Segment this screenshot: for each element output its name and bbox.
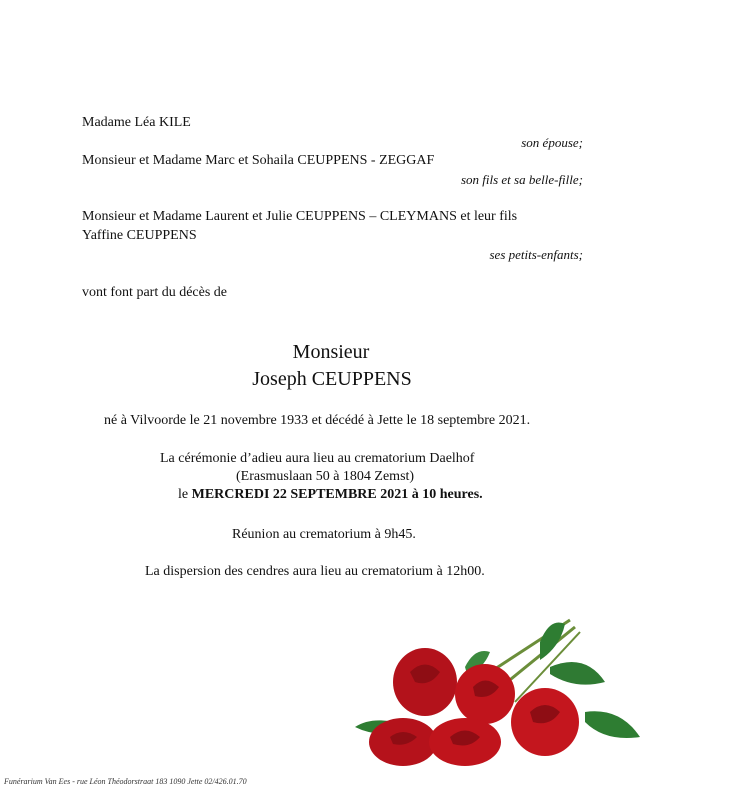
grandchildren-role: ses petits-enfants;: [489, 247, 583, 262]
son-role: son fils et sa belle-fille;: [460, 172, 583, 187]
ceremony-line-3: [178, 487, 483, 503]
ceremony-line-2: (Erasmuslaan 50 à 1804 Zemst): [236, 469, 415, 484]
spouse-name: Madame Léa KILE: [82, 115, 191, 130]
deceased-title: Monsieur: [292, 341, 370, 363]
ceremony-prefix: le: [178, 487, 192, 502]
meeting-line: Réunion au crematorium à 9h45.: [232, 527, 416, 542]
red-roses-image: [355, 612, 645, 772]
ceremony-date: MERCREDI 22 SEPTEMBRE 2021 à 10 heures.: [191, 487, 483, 502]
spouse-role: son épouse;: [521, 135, 583, 150]
footer-text: Funérarium Van Ees - rue Léon Théodorstraat 183 1090 Jette 02/426.01.70: [4, 777, 247, 786]
dispersion-line: La dispersion des cendres aura lieu au crematorium à 12h00.: [145, 564, 485, 579]
deceased-name: Joseph CEUPPENS: [252, 368, 412, 390]
ceremony-line-1: La cérémonie d’adieu aura lieu au crematorium Daelhof: [160, 451, 475, 466]
grandchildren-line-2: Yaffine CEUPPENS: [82, 228, 197, 243]
grandchildren-line-1: Monsieur et Madame Laurent et Julie CEUPPENS – CLEYMANS et leur fils: [82, 209, 518, 224]
son-names: Monsieur et Madame Marc et Sohaila CEUPPENS - ZEGGAF: [82, 153, 435, 168]
dates-line: né à Vilvoorde le 21 novembre 1933 et décédé à Jette le 18 septembre 2021.: [104, 413, 531, 428]
announcement-text: vont font part du décès de: [82, 285, 228, 300]
